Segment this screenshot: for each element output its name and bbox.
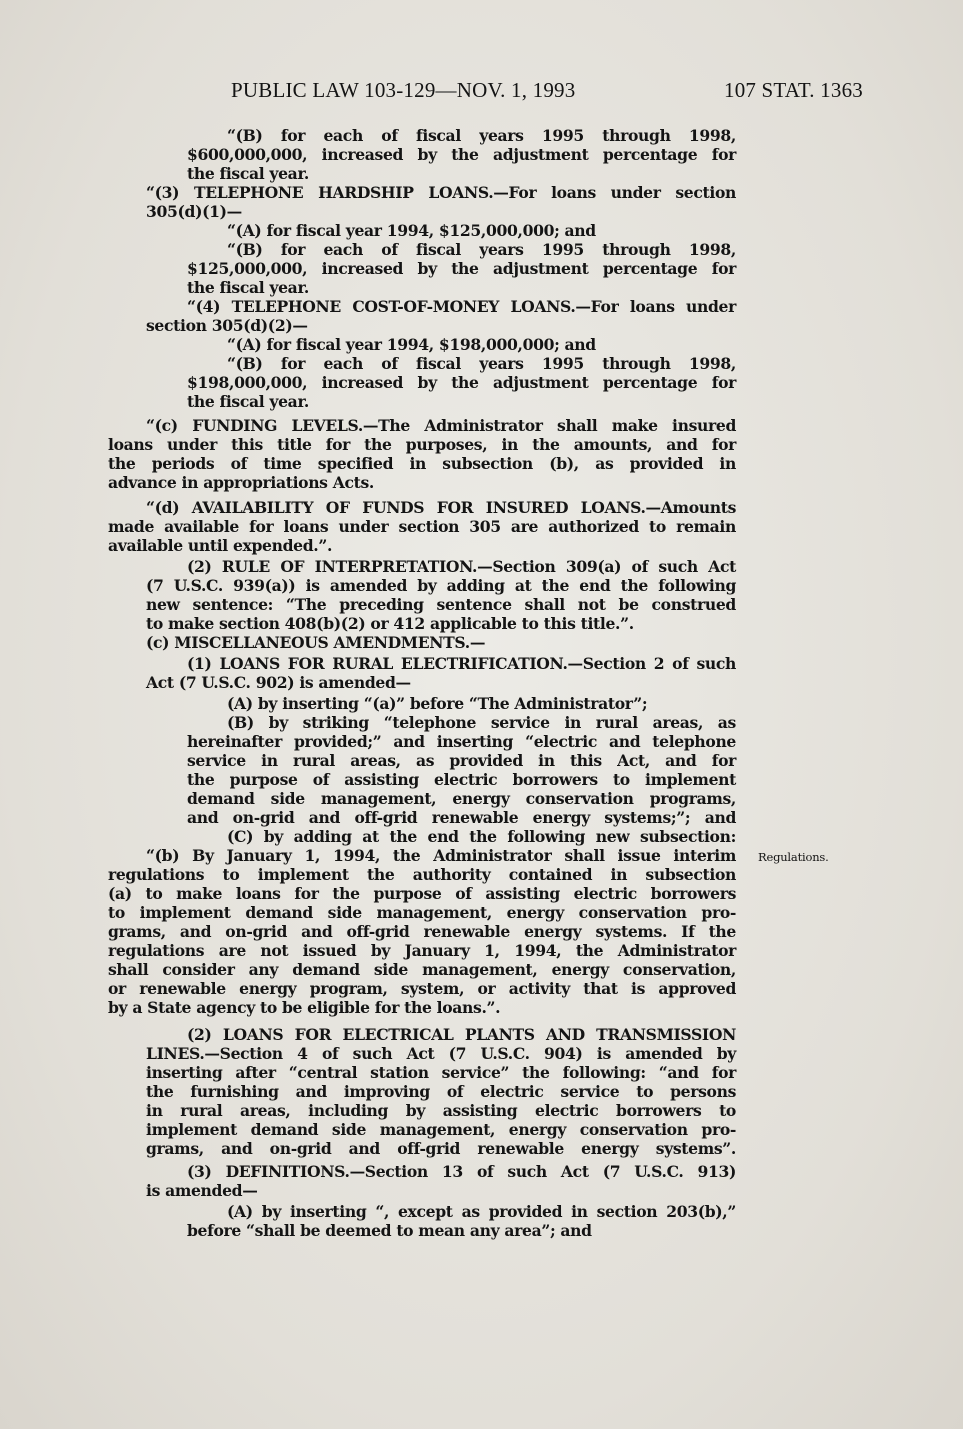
text-line: to make section 408(b)(2) or 412 applicable to this title.”. [146, 614, 634, 633]
text-line: “(B) for each of fiscal years 1995 through 1998, [227, 126, 736, 145]
text-line: (a) to make loans for the purpose of assisting electric borrowers [108, 884, 736, 903]
text-line: “(d) AVAILABILITY OF FUNDS FOR INSURED LOANS.—Amounts [146, 498, 736, 517]
text-line: service in rural areas, as provided in this Act, and for [187, 751, 736, 770]
text-line: (1) LOANS FOR RURAL ELECTRIFICATION.—Section 2 of such [187, 654, 736, 673]
text-line: hereinafter provided;” and inserting “electric and telephone [187, 732, 736, 751]
text-line: the periods of time specified in subsection (b), as provided in [108, 454, 736, 473]
header-page-ref: 107 STAT. 1363 [724, 78, 863, 102]
text-line: (7 U.S.C. 939(a)) is amended by adding at the end the following [146, 576, 736, 595]
text-line: regulations to implement the authority contained in subsection [108, 865, 736, 884]
text-line: before “shall be deemed to mean any area”; and [187, 1221, 592, 1240]
text-line: the furnishing and improving of electric service to persons [146, 1082, 736, 1101]
text-line: advance in appropriations Acts. [108, 473, 374, 492]
text-line: (3) DEFINITIONS.—Section 13 of such Act (7 U.S.C. 913) [187, 1162, 736, 1181]
text-line: new sentence: “The preceding sentence shall not be construed [146, 595, 736, 614]
text-line: (A) by inserting “, except as provided in section 203(b),” [227, 1202, 736, 1221]
text-line: “(b) By January 1, 1994, the Administrator shall issue interim [146, 846, 736, 865]
text-line: “(4) TELEPHONE COST-OF-MONEY LOANS.—For loans under [187, 297, 736, 316]
text-line: inserting after “central station service” the following: “and for [146, 1063, 736, 1082]
text-line: (c) MISCELLANEOUS AMENDMENTS.— [146, 633, 486, 652]
text-line: or renewable energy program, system, or activity that is approved [108, 979, 736, 998]
text-line: shall consider any demand side management, energy conservation, [108, 960, 736, 979]
text-line: and on-grid and off-grid renewable energy systems;”; and [187, 808, 736, 827]
text-line: loans under this title for the purposes, in the amounts, and for [108, 435, 736, 454]
text-line: $125,000,000, increased by the adjustment percentage for [187, 259, 736, 278]
text-line: “(A) for fiscal year 1994, $125,000,000; and [227, 221, 596, 240]
text-line: the fiscal year. [187, 278, 309, 297]
text-line: $198,000,000, increased by the adjustment percentage for [187, 373, 736, 392]
text-line: regulations are not issued by January 1, 1994, the Administrator [108, 941, 736, 960]
text-line: Act (7 U.S.C. 902) is amended— [146, 673, 411, 692]
text-line: grams, and on-grid and off-grid renewable energy systems”. [146, 1139, 736, 1158]
text-line: to implement demand side management, energy conservation pro- [108, 903, 736, 922]
text-line: $600,000,000, increased by the adjustment percentage for [187, 145, 736, 164]
text-line: “(c) FUNDING LEVELS.—The Administrator shall make insured [146, 416, 736, 435]
text-line: section 305(d)(2)— [146, 316, 308, 335]
text-line: made available for loans under section 305 are authorized to remain [108, 517, 736, 536]
header-title: PUBLIC LAW 103-129—NOV. 1, 1993 [231, 78, 576, 102]
margin-note-regulations: Regulations. [758, 850, 829, 864]
running-header [0, 78, 963, 108]
text-line: available until expended.”. [108, 536, 333, 555]
text-line: the fiscal year. [187, 164, 309, 183]
text-line: by a State agency to be eligible for the loans.”. [108, 998, 501, 1017]
text-line: the fiscal year. [187, 392, 309, 411]
text-line: (2) LOANS FOR ELECTRICAL PLANTS AND TRANSMISSION [187, 1025, 736, 1044]
text-line: LINES.—Section 4 of such Act (7 U.S.C. 904) is amended by [146, 1044, 736, 1063]
text-line: “(A) for fiscal year 1994, $198,000,000; and [227, 335, 596, 354]
text-line: is amended— [146, 1181, 258, 1200]
text-line: (2) RULE OF INTERPRETATION.—Section 309(a) of such Act [187, 557, 736, 576]
text-line: 305(d)(1)— [146, 202, 242, 221]
text-line: (C) by adding at the end the following new subsection: [227, 827, 736, 846]
text-line: the purpose of assisting electric borrowers to implement [187, 770, 736, 789]
text-line: implement demand side management, energy conservation pro- [146, 1120, 736, 1139]
text-line: “(B) for each of fiscal years 1995 through 1998, [227, 354, 736, 373]
text-line: grams, and on-grid and off-grid renewable energy systems. If the [108, 922, 736, 941]
text-line: in rural areas, including by assisting electric borrowers to [146, 1101, 736, 1120]
text-line: (B) by striking “telephone service in rural areas, as [227, 713, 736, 732]
text-line: “(B) for each of fiscal years 1995 through 1998, [227, 240, 736, 259]
text-line: (A) by inserting “(a)” before “The Administrator”; [227, 694, 648, 713]
text-line: demand side management, energy conservation programs, [187, 789, 736, 808]
text-line: “(3) TELEPHONE HARDSHIP LOANS.—For loans under section [146, 183, 736, 202]
